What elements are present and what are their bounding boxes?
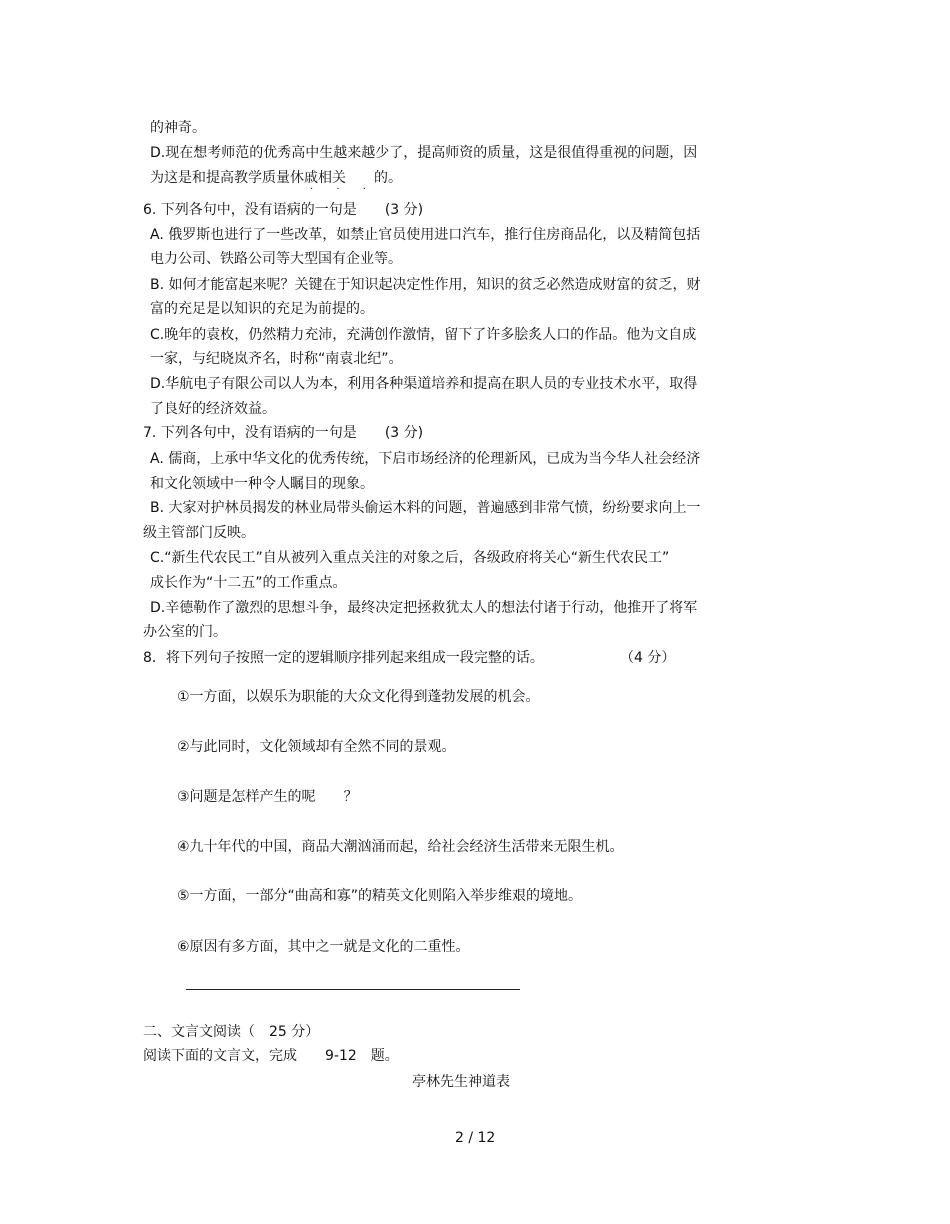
sentence-text: ③问题是怎样产生的呢 bbox=[177, 789, 316, 805]
question-text: 6. 下列各句中，没有语病的一句是 bbox=[143, 202, 357, 218]
question-score: (3 分) bbox=[384, 425, 424, 441]
question-score: (3 分) bbox=[384, 202, 424, 218]
question-7 bbox=[143, 423, 423, 443]
option-line: C.晚年的袁枚，仍然精力充沛，充满创作激情，留下了许多脍炙人口的作品。他为文自成 bbox=[150, 327, 697, 343]
option-line: B. 如何才能富起来呢？关键在于知识起决定性作用，知识的贫乏必然造成财富的贫乏，财 bbox=[150, 277, 701, 293]
reading-instruction bbox=[143, 1046, 399, 1066]
sentence-6: ⑥原因有多方面，其中之一就是文化的二重性。 bbox=[177, 939, 470, 955]
section-heading bbox=[143, 1022, 319, 1042]
option-line: 电力公司、铁路公司等大型国有企业等。 bbox=[150, 251, 402, 267]
section-title: 二、文言文阅读（ bbox=[143, 1024, 255, 1040]
question-score: （4 分） bbox=[620, 650, 676, 666]
text-segment: 的。 bbox=[374, 170, 402, 186]
instruction-text: 阅读下面的文言文，完成 bbox=[143, 1048, 297, 1064]
option-line: 级主管部门反映。 bbox=[143, 525, 255, 541]
answer-blank-line bbox=[186, 989, 520, 990]
option-line: A. 儒商，上承中华文化的优秀传统，下启市场经济的伦理新风，已成为当今华人社会经济 bbox=[150, 451, 701, 467]
option-line: 办公室的门。 bbox=[143, 624, 227, 640]
question-8 bbox=[143, 648, 544, 668]
emphasized-phrase: 为这是和提高教学质量休戚相关 · · · bbox=[150, 170, 376, 195]
page-number: 2 / 12 bbox=[455, 1130, 496, 1146]
text-line: D.现在想考师范的优秀高中生越来越少了，提高师资的质量，这是很值得重视的问题，因 bbox=[150, 145, 698, 161]
question-range: 9-12 bbox=[325, 1048, 357, 1064]
sentence-2: ②与此同时，文化领域却有全然不同的景观。 bbox=[177, 739, 456, 755]
question-text: 7. 下列各句中，没有语病的一句是 bbox=[143, 425, 357, 441]
emphasis-dots: · · · bbox=[310, 184, 376, 195]
option-line: C.“新生代农民工”自从被列入重点关注的对象之后，各级政府将关心“新生代农民工” bbox=[150, 550, 670, 566]
question-6 bbox=[143, 200, 423, 220]
question-text: 8．将下列句子按照一定的逻辑顺序排列起来组成一段完整的话。 bbox=[143, 650, 544, 666]
text-line: 的神奇。 bbox=[150, 120, 206, 136]
sentence-1: ①一方面，以娱乐为职能的大众文化得到蓬勃发展的机会。 bbox=[177, 689, 540, 705]
option-line: D.辛德勒作了激烈的思想斗争，最终决定把拯救犹太人的想法付诸于行动，他推开了将军 bbox=[150, 600, 698, 616]
option-line: A. 俄罗斯也进行了一些改革，如禁止官员使用进口汽车，推行住房商品化，以及精简包括 bbox=[150, 227, 701, 243]
text-line bbox=[150, 168, 402, 195]
option-line: 成长作为“十二五”的工作重点。 bbox=[150, 575, 347, 591]
sentence-3 bbox=[177, 787, 358, 807]
option-line: 了良好的经济效益。 bbox=[150, 401, 276, 417]
option-line: 一家，与纪晓岚齐名，时称“南袁北纪”。 bbox=[150, 351, 403, 367]
section-score: 25 分） bbox=[269, 1024, 320, 1040]
question-mark: ？ bbox=[343, 789, 358, 805]
passage-title: 亭林先生神道表 bbox=[412, 1074, 510, 1090]
sentence-4: ④九十年代的中国，商品大潮汹涌而起，给社会经济生活带来无限生机。 bbox=[177, 839, 624, 855]
sentence-5: ⑤一方面，一部分“曲高和寡”的精英文化则陷入举步维艰的境地。 bbox=[177, 888, 583, 904]
option-line: 和文化领域中一种令人瞩目的现象。 bbox=[150, 476, 374, 492]
option-line: 富的充足是以知识的充足为前提的。 bbox=[150, 301, 374, 317]
option-line: B. 大家对护林员揭发的林业局带头偷运木料的问题，普遍感到非常气愤，纷纷要求向上一 bbox=[150, 500, 701, 516]
option-line: D.华航电子有限公司以人为本，利用各种渠道培养和提高在职人员的专业技术水平，取得 bbox=[150, 376, 698, 392]
instruction-text: 题。 bbox=[370, 1048, 399, 1064]
